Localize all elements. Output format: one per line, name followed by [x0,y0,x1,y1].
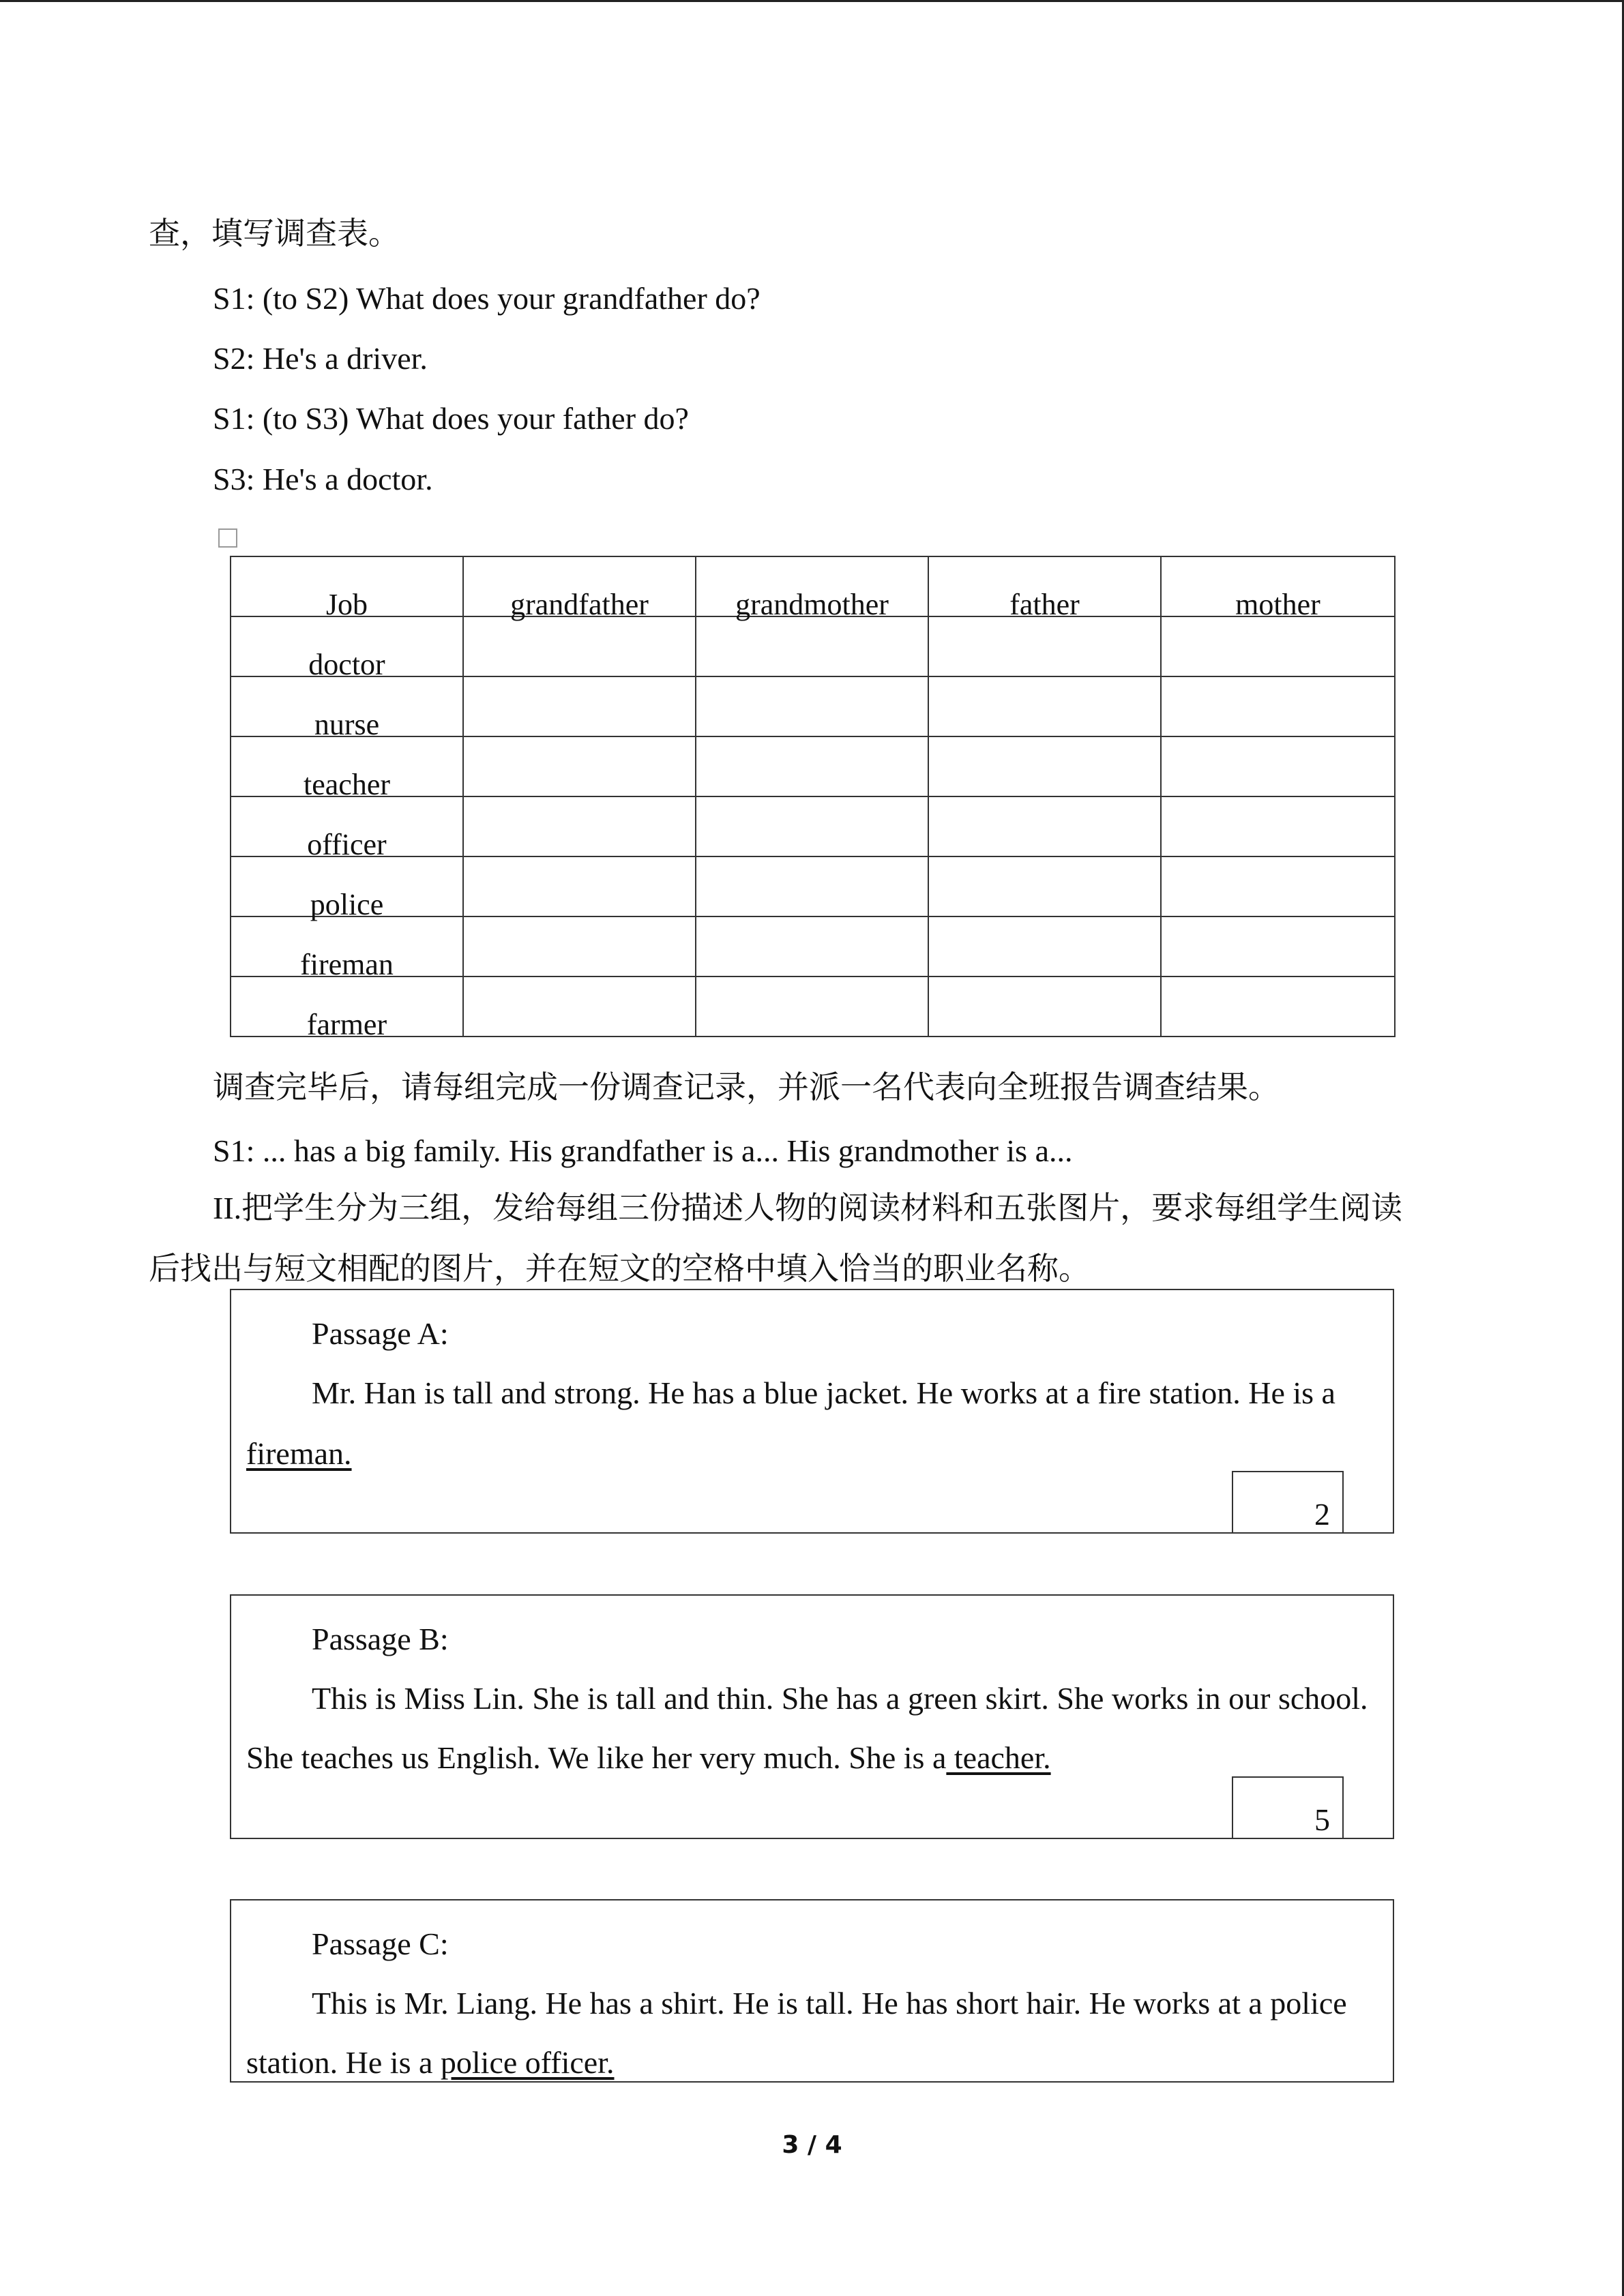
table-row [231,736,1395,796]
survey-entry-cell[interactable] [696,616,928,676]
passage-a-title: Passage A: [312,1316,449,1351]
job-cell: nurse [231,676,463,736]
dialogue-line-3: S1: (to S3) What does your father do? [213,401,689,436]
survey-entry-cell[interactable] [1161,976,1395,1037]
survey-entry-cell[interactable] [928,916,1161,976]
table-header-cell: father [928,556,1161,616]
survey-entry-cell[interactable] [463,616,696,676]
task-two-line-1: II.把学生分为三组，发给每组三份描述人物的阅读材料和五张图片，要求每组学生阅读 [213,1191,1403,1225]
passage-b-prefix: She teaches us English. We like her very much. She is a [246,1740,947,1775]
table-header-cell: grandfather [463,556,696,616]
task-two-line-2: 后找出与短文相配的图片，并在短文的空格中填入恰当的职业名称。 [149,1251,1090,1286]
survey-entry-cell[interactable] [1161,676,1395,736]
survey-entry-cell[interactable] [1161,616,1395,676]
survey-table [230,556,1396,1041]
survey-entry-cell[interactable] [928,736,1161,796]
survey-entry-cell[interactable] [463,796,696,856]
passage-c-box [230,1899,1394,2083]
picture-number: 2 [1314,1497,1330,1532]
passage-b-title: Passage B: [312,1622,449,1656]
survey-entry-cell[interactable] [1161,856,1395,916]
survey-entry-cell[interactable] [1161,736,1395,796]
passage-b-text: This is Miss Lin. She is tall and thin. She has a green skirt. She works in our school. [312,1681,1368,1716]
passage-b-text-line-2 [246,1739,1051,1777]
survey-entry-cell[interactable] [696,856,928,916]
passage-a-answer: fireman. [246,1436,352,1471]
passage-c-text-line-2 [246,2044,615,2082]
survey-entry-cell[interactable] [463,976,696,1037]
survey-entry-cell[interactable] [928,676,1161,736]
table-row [231,856,1395,916]
picture-number-box [1232,1471,1344,1534]
passage-b-box [230,1594,1394,1839]
report-example-line: S1: ... has a big family. His grandfather is a... His grandmother is a... [213,1133,1073,1168]
job-cell: fireman [231,916,463,976]
table-row [231,916,1395,976]
survey-entry-cell[interactable] [696,796,928,856]
survey-entry-cell[interactable] [1161,796,1395,856]
table-row [231,616,1395,676]
table-row [231,796,1395,856]
table-header-cell: Job [231,556,463,616]
survey-entry-cell[interactable] [928,976,1161,1037]
page-border-top [0,0,1624,2]
survey-entry-cell[interactable] [928,616,1161,676]
passage-c-answer: police officer. [440,2045,615,2080]
passage-a-text: Mr. Han is tall and strong. He has a blue jacket. He works at a fire station. He is a [312,1375,1335,1410]
survey-entry-cell[interactable] [696,976,928,1037]
survey-entry-cell[interactable] [463,736,696,796]
survey-entry-cell[interactable] [463,856,696,916]
passage-a-box [230,1289,1394,1534]
picture-number: 5 [1314,1802,1330,1837]
survey-entry-cell[interactable] [696,916,928,976]
passage-c-title: Passage C: [312,1926,449,1961]
survey-entry-cell[interactable] [1161,916,1395,976]
job-cell: police [231,856,463,916]
dialogue-line-4: S3: He's a doctor. [213,462,433,496]
dialogue-line-2: S2: He's a driver. [213,341,428,376]
page-number: 3 / 4 [782,2131,842,2159]
survey-entry-cell[interactable] [696,736,928,796]
intro-line: 查，填写调查表。 [149,216,400,251]
survey-entry-cell[interactable] [463,676,696,736]
table-anchor-checkbox[interactable] [218,528,237,548]
table-header-cell: mother [1161,556,1395,616]
passage-b-answer: teacher. [946,1740,1051,1775]
table-row [231,976,1395,1037]
table-header-row [231,556,1395,616]
survey-entry-cell[interactable] [463,916,696,976]
instruction-line: 调查完毕后，请每组完成一份调查记录，并派一名代表向全班报告调查结果。 [213,1070,1280,1105]
table-header-cell: grandmother [696,556,928,616]
job-cell: farmer [231,976,463,1037]
job-cell: teacher [231,736,463,796]
dialogue-line-1: S1: (to S2) What does your grandfather do? [213,281,761,316]
job-cell: doctor [231,616,463,676]
survey-entry-cell[interactable] [928,796,1161,856]
passage-c-text: This is Mr. Liang. He has a shirt. He is tall. He has short hair. He works at a police [312,1986,1347,2021]
survey-entry-cell[interactable] [696,676,928,736]
table-row [231,676,1395,736]
survey-entry-cell[interactable] [928,856,1161,916]
picture-number-box [1232,1776,1344,1839]
passage-c-prefix: station. He is a [246,2045,441,2080]
job-cell: officer [231,796,463,856]
